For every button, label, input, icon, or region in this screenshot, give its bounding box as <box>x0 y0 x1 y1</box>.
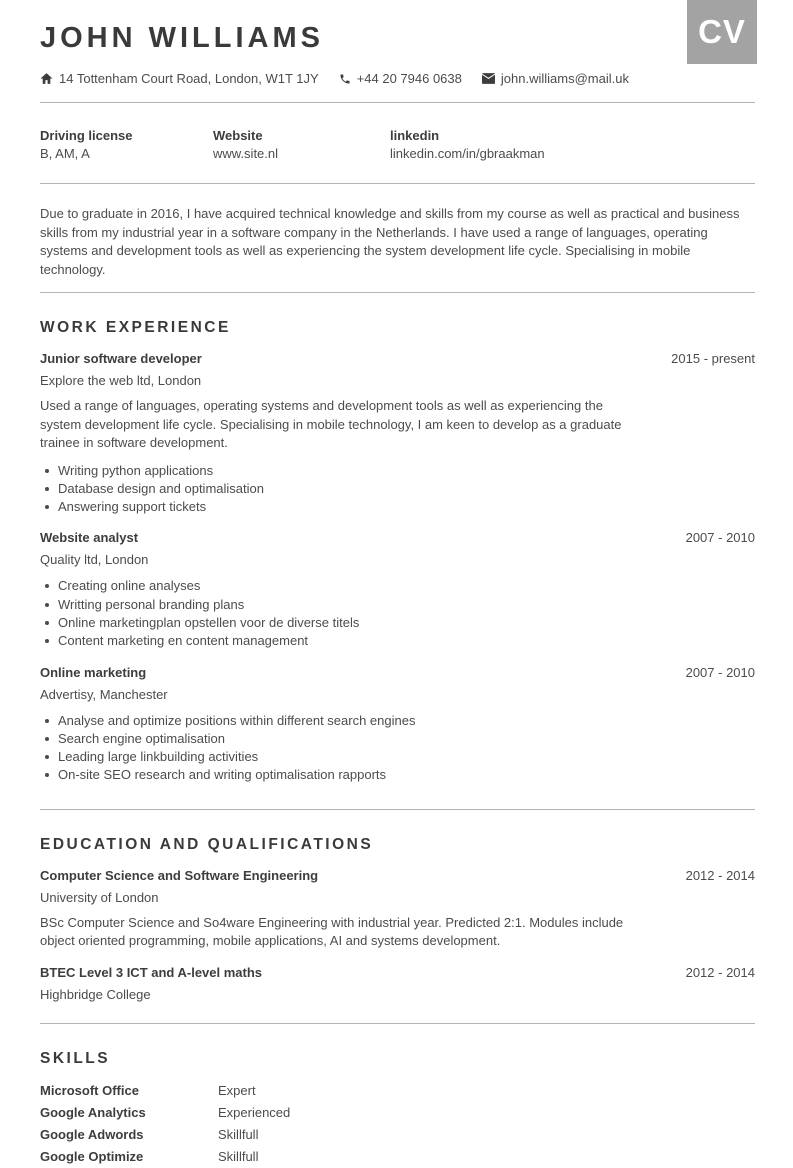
detail-value: www.site.nl <box>213 146 279 161</box>
job-title: Online marketing <box>40 664 147 680</box>
home-icon <box>40 72 53 85</box>
entry-head <box>40 350 755 367</box>
skill-name: Google Optimize <box>40 1148 144 1164</box>
page-title: JOHN WILLIAMS <box>40 22 324 54</box>
contact-phone <box>339 71 462 86</box>
section-heading-work: WORK EXPERIENCE <box>40 319 231 336</box>
work-entry <box>40 529 755 650</box>
skill-level: Expert <box>218 1082 256 1098</box>
job-period: 2007 - 2010 <box>685 530 755 546</box>
divider <box>40 183 755 184</box>
education-entry <box>40 964 755 1003</box>
bullet-item: Leading large linkbuilding activities <box>40 748 755 766</box>
contact-email-text: john.williams@mail.uk <box>500 71 629 86</box>
work-entry <box>40 350 755 516</box>
bullet-item: On-site SEO research and writing optimalisation rapports <box>40 766 755 784</box>
skill-name: Google Analytics <box>40 1104 146 1120</box>
degree-title: BTEC Level 3 ICT and A-level maths <box>40 964 263 980</box>
bullet-item: Search engine optimalisation <box>40 730 755 748</box>
job-organization: Explore the web ltd, London <box>40 373 202 388</box>
skill-name: Microsoft Office <box>40 1082 139 1098</box>
detail-label: linkedin <box>390 128 440 143</box>
job-organization: Advertisy, Manchester <box>40 686 168 702</box>
skill-row <box>40 1080 755 1102</box>
detail-label: Driving license <box>40 128 133 143</box>
detail-value: B, AM, A <box>40 146 90 161</box>
job-description: Used a range of languages, operating systems and development tools as well as experiencing the system development life cycle. Specialising in mobile technology, I am keen to develop as a graduate trainee in software development. <box>40 398 622 450</box>
entry-head <box>40 964 755 981</box>
job-bullets <box>40 462 755 517</box>
skill-level: Experienced <box>218 1104 291 1120</box>
phone-icon <box>339 73 351 85</box>
contact-row <box>40 71 755 86</box>
cv-badge-label: CV <box>698 13 746 50</box>
email-icon <box>482 73 495 84</box>
section-heading-skills: SKILLS <box>40 1049 111 1067</box>
contact-address-text: 14 Tottenham Court Road, London, W1T 1JY <box>59 71 319 86</box>
skill-row <box>40 1124 755 1146</box>
education-entry <box>40 867 755 951</box>
degree-institution: University of London <box>40 889 159 905</box>
bullet-item: Writting personal branding plans <box>40 596 755 614</box>
degree-description: BSc Computer Science and So4ware Engineering with industrial year. Predicted 2:1. Modules include object oriented programming, mobile applications, AI and systems development. <box>40 914 624 949</box>
contact-email <box>482 71 629 86</box>
contact-address <box>40 71 319 86</box>
job-bullets <box>40 577 755 650</box>
detail-value: linkedin.com/in/gbraakman <box>390 146 545 161</box>
degree-period: 2012 - 2014 <box>685 964 755 980</box>
section-heading-education: EDUCATION AND QUALIFICATIONS <box>40 835 374 853</box>
skills-table <box>40 1080 755 1168</box>
divider <box>40 1023 755 1024</box>
job-period: 2007 - 2010 <box>685 664 755 680</box>
bullet-item: Creating online analyses <box>40 577 755 595</box>
divider <box>40 102 755 103</box>
divider <box>40 809 755 810</box>
degree-period: 2012 - 2014 <box>685 867 755 883</box>
bullet-item: Writing python applications <box>40 462 755 480</box>
skill-row <box>40 1102 755 1124</box>
divider <box>40 292 755 293</box>
bullet-item: Analyse and optimize positions within different search engines <box>40 712 755 730</box>
job-bullets <box>40 712 755 785</box>
bullet-item: Answering support tickets <box>40 498 755 516</box>
skill-name: Google Adwords <box>40 1126 144 1142</box>
entry-head <box>40 664 755 681</box>
job-organization: Quality ltd, London <box>40 552 149 568</box>
profile-summary: Due to graduate in 2016, I have acquired technical knowledge and skills from my course as well as practical and business skills from my industrial year in a software company in the Netherlands. I have used a range of languages, operating systems and development tools as well as experiencing the system development life cycle. Specialising in mobile technology. <box>40 206 740 277</box>
detail-driving-license <box>40 127 213 162</box>
cv-badge <box>687 0 757 64</box>
degree-title: Computer Science and Software Engineering <box>40 867 319 883</box>
detail-label: Website <box>213 128 263 143</box>
detail-website <box>213 127 390 162</box>
degree-institution: Highbridge College <box>40 986 151 1002</box>
job-title: Website analyst <box>40 530 139 546</box>
detail-linkedin <box>390 127 755 162</box>
bullet-item: Database design and optimalisation <box>40 480 755 498</box>
bullet-item: Online marketingplan opstellen voor de diverse titels <box>40 614 755 632</box>
skill-level: Skillfull <box>218 1148 259 1164</box>
details-row <box>40 127 755 162</box>
entry-head <box>40 867 755 884</box>
job-period: 2015 - present <box>671 351 755 366</box>
bullet-item: Content marketing en content management <box>40 632 755 650</box>
contact-phone-text: +44 20 7946 0638 <box>356 71 462 86</box>
job-title: Junior software developer <box>40 351 202 366</box>
entry-head <box>40 529 755 546</box>
skill-level: Skillfull <box>218 1126 259 1142</box>
work-entry <box>40 664 755 785</box>
skill-row <box>40 1146 755 1168</box>
